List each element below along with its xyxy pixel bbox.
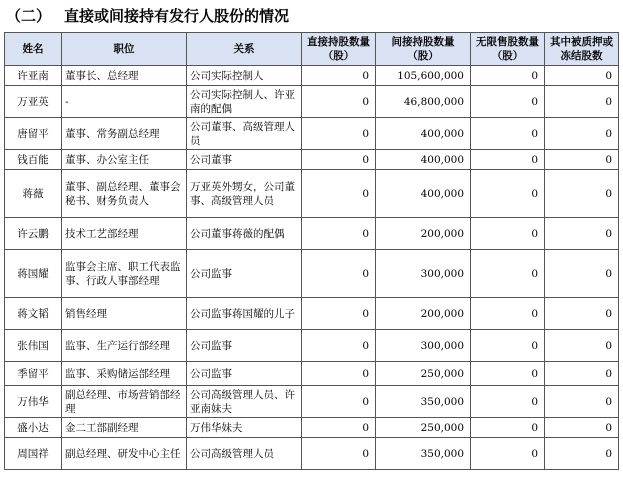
row-relation: 公司监事 — [187, 250, 302, 298]
row-position: 董事、办公室主任 — [62, 150, 187, 170]
row-unrestricted-shares: 0 — [471, 250, 545, 298]
table-row — [5, 66, 619, 86]
row-pledged-shares: 0 — [545, 438, 619, 470]
table-row — [5, 418, 619, 438]
row-name: 钱百能 — [5, 150, 62, 170]
table-row — [5, 150, 619, 170]
row-relation: 公司高级管理人员 — [187, 438, 302, 470]
table-row — [5, 438, 619, 470]
header-direct: 直接持股数量（股） — [302, 33, 376, 66]
row-name: 蒋薇 — [5, 170, 62, 218]
row-unrestricted-shares: 0 — [471, 66, 545, 86]
section-title: 直接或间接持有发行人股份的情况 — [64, 7, 290, 25]
row-name: 蒋国耀 — [5, 250, 62, 298]
row-pledged-shares: 0 — [545, 218, 619, 250]
row-unrestricted-shares: 0 — [471, 362, 545, 386]
row-pledged-shares: 0 — [545, 86, 619, 118]
row-indirect-shares: 400,000 — [376, 118, 471, 150]
header-pledged: 其中被质押或冻结股数 — [545, 33, 619, 66]
row-pledged-shares: 0 — [545, 66, 619, 86]
row-relation: 公司实际控制人、许亚南的配偶 — [187, 86, 302, 118]
row-pledged-shares: 0 — [545, 298, 619, 330]
row-name: 许亚南 — [5, 66, 62, 86]
row-position: 监事、生产运行部经理 — [62, 330, 187, 362]
row-direct-shares: 0 — [302, 298, 376, 330]
row-pledged-shares: 0 — [545, 170, 619, 218]
row-indirect-shares: 250,000 — [376, 418, 471, 438]
row-name: 张伟国 — [5, 330, 62, 362]
row-position: 技术工艺部经理 — [62, 218, 187, 250]
row-direct-shares: 0 — [302, 150, 376, 170]
row-indirect-shares: 400,000 — [376, 150, 471, 170]
section-heading — [6, 4, 289, 28]
row-unrestricted-shares: 0 — [471, 386, 545, 418]
table-header-row — [5, 33, 619, 66]
row-relation: 公司监事蒋国耀的儿子 — [187, 298, 302, 330]
row-pledged-shares: 0 — [545, 386, 619, 418]
row-direct-shares: 0 — [302, 418, 376, 438]
table-row — [5, 250, 619, 298]
row-direct-shares: 0 — [302, 386, 376, 418]
table-row — [5, 330, 619, 362]
row-position: 董事、常务副总经理 — [62, 118, 187, 150]
header-position: 职位 — [62, 33, 187, 66]
row-direct-shares: 0 — [302, 250, 376, 298]
row-relation: 公司实际控制人 — [187, 66, 302, 86]
row-indirect-shares: 105,600,000 — [376, 66, 471, 86]
row-indirect-shares: 46,800,000 — [376, 86, 471, 118]
row-relation: 万亚英外甥女，公司董事、高级管理人员 — [187, 170, 302, 218]
table-row — [5, 170, 619, 218]
row-position: 金二工部副经理 — [62, 418, 187, 438]
row-name: 万亚英 — [5, 86, 62, 118]
row-indirect-shares: 200,000 — [376, 298, 471, 330]
row-relation: 公司董事 — [187, 150, 302, 170]
row-direct-shares: 0 — [302, 218, 376, 250]
row-position: - — [62, 86, 187, 118]
row-indirect-shares: 200,000 — [376, 218, 471, 250]
row-name: 周国祥 — [5, 438, 62, 470]
row-unrestricted-shares: 0 — [471, 438, 545, 470]
row-indirect-shares: 250,000 — [376, 362, 471, 386]
row-unrestricted-shares: 0 — [471, 218, 545, 250]
row-direct-shares: 0 — [302, 66, 376, 86]
row-unrestricted-shares: 0 — [471, 150, 545, 170]
header-relation: 关系 — [187, 33, 302, 66]
row-relation: 公司高级管理人员、许亚南妹夫 — [187, 386, 302, 418]
row-relation: 公司监事 — [187, 330, 302, 362]
row-unrestricted-shares: 0 — [471, 330, 545, 362]
row-pledged-shares: 0 — [545, 250, 619, 298]
row-position: 销售经理 — [62, 298, 187, 330]
row-name: 许云鹏 — [5, 218, 62, 250]
table-row — [5, 86, 619, 118]
row-name: 万伟华 — [5, 386, 62, 418]
section-number: （二） — [6, 7, 52, 25]
row-pledged-shares: 0 — [545, 118, 619, 150]
row-indirect-shares: 350,000 — [376, 438, 471, 470]
row-relation: 万伟华妹夫 — [187, 418, 302, 438]
row-direct-shares: 0 — [302, 86, 376, 118]
table-row — [5, 118, 619, 150]
table-row — [5, 362, 619, 386]
row-relation: 公司董事蒋薇的配偶 — [187, 218, 302, 250]
row-unrestricted-shares: 0 — [471, 86, 545, 118]
row-name: 唐留平 — [5, 118, 62, 150]
row-position: 监事会主席、职工代表监事、行政人事部经理 — [62, 250, 187, 298]
row-direct-shares: 0 — [302, 362, 376, 386]
header-unrestricted: 无限售股数量（股） — [471, 33, 545, 66]
row-direct-shares: 0 — [302, 118, 376, 150]
row-pledged-shares: 0 — [545, 150, 619, 170]
row-indirect-shares: 300,000 — [376, 330, 471, 362]
row-unrestricted-shares: 0 — [471, 118, 545, 150]
row-direct-shares: 0 — [302, 438, 376, 470]
row-position: 董事长、总经理 — [62, 66, 187, 86]
row-pledged-shares: 0 — [545, 362, 619, 386]
row-unrestricted-shares: 0 — [471, 418, 545, 438]
header-name: 姓名 — [5, 33, 62, 66]
row-position: 监事、采购储运部经理 — [62, 362, 187, 386]
row-relation: 公司监事 — [187, 362, 302, 386]
table-row — [5, 298, 619, 330]
row-indirect-shares: 400,000 — [376, 170, 471, 218]
row-pledged-shares: 0 — [545, 418, 619, 438]
row-direct-shares: 0 — [302, 330, 376, 362]
row-unrestricted-shares: 0 — [471, 298, 545, 330]
row-position: 董事、副总经理、董事会秘书、财务负责人 — [62, 170, 187, 218]
table-row — [5, 218, 619, 250]
row-position: 副总经理、研发中心主任 — [62, 438, 187, 470]
row-indirect-shares: 300,000 — [376, 250, 471, 298]
row-indirect-shares: 350,000 — [376, 386, 471, 418]
table-row — [5, 386, 619, 418]
row-position: 副总经理、市场营销部经理 — [62, 386, 187, 418]
row-name: 季留平 — [5, 362, 62, 386]
row-pledged-shares: 0 — [545, 330, 619, 362]
row-relation: 公司董事、高级管理人员 — [187, 118, 302, 150]
row-direct-shares: 0 — [302, 170, 376, 218]
header-indirect: 间接持股数量（股） — [376, 33, 471, 66]
row-name: 盛小达 — [5, 418, 62, 438]
shareholding-table — [4, 32, 619, 470]
row-name: 蒋文韬 — [5, 298, 62, 330]
row-unrestricted-shares: 0 — [471, 170, 545, 218]
